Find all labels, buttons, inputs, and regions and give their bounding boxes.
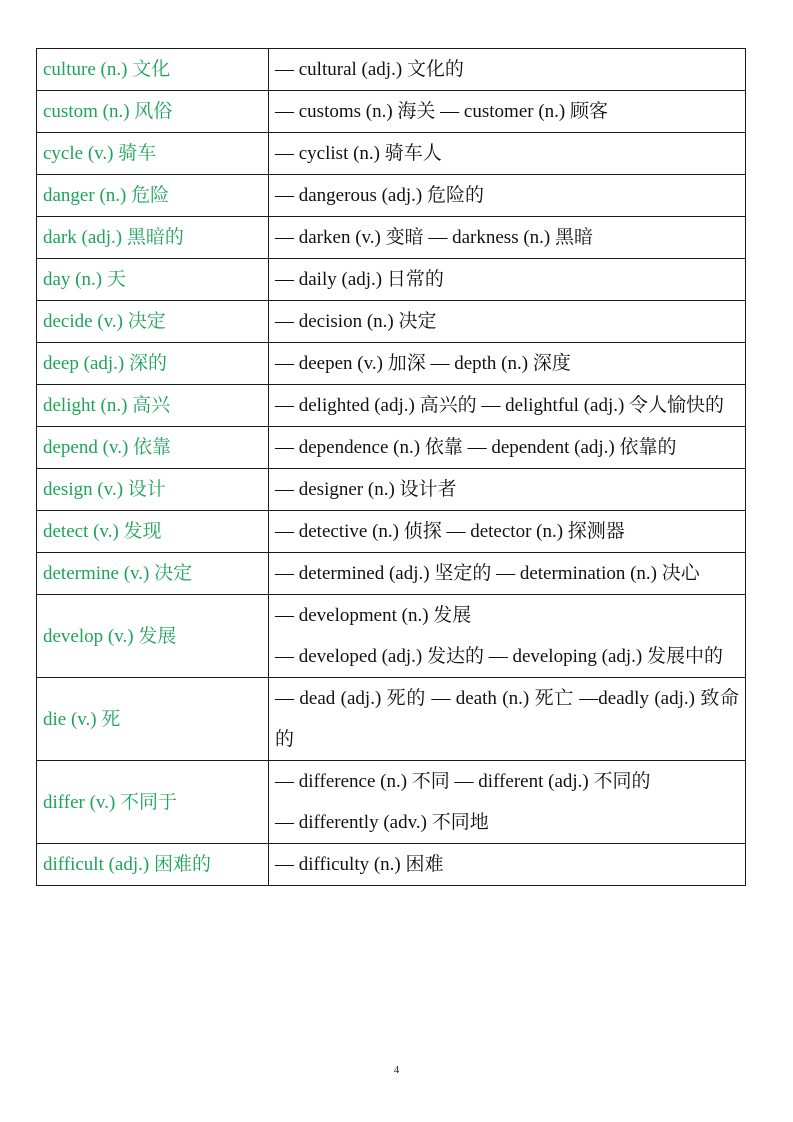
headword-cell: detect (v.) 发现 xyxy=(37,511,269,553)
derivative-line: — development (n.) 发展 xyxy=(275,605,472,626)
table-row xyxy=(37,259,746,301)
derivative-line: — difficulty (n.) 困难 xyxy=(275,854,444,875)
vocabulary-table-body xyxy=(37,49,746,886)
derivatives-cell xyxy=(269,844,746,886)
headword-cell: cycle (v.) 骑车 xyxy=(37,133,269,175)
derivative-line: — delighted (adj.) 高兴的 — delightful (adj.) 令人愉快的 xyxy=(275,395,725,416)
headword-cell: differ (v.) 不同于 xyxy=(37,761,269,844)
derivative-line: — difference (n.) 不同 — different (adj.) 不同的 xyxy=(275,771,651,792)
headword-cell: difficult (adj.) 困难的 xyxy=(37,844,269,886)
derivatives-cell xyxy=(269,385,746,427)
headword-cell: culture (n.) 文化 xyxy=(37,49,269,91)
table-row xyxy=(37,844,746,886)
derivatives-cell xyxy=(269,259,746,301)
derivatives-cell xyxy=(269,217,746,259)
table-row xyxy=(37,678,746,761)
derivatives-cell xyxy=(269,49,746,91)
table-row xyxy=(37,427,746,469)
headword-cell: delight (n.) 高兴 xyxy=(37,385,269,427)
derivative-line: — dead (adj.) 死的 — death (n.) 死亡 —deadly (adj.) 致命的 xyxy=(275,688,739,750)
table-row xyxy=(37,553,746,595)
derivatives-cell xyxy=(269,133,746,175)
page-number: 4 xyxy=(393,1064,400,1076)
table-row xyxy=(37,385,746,427)
derivatives-cell xyxy=(269,469,746,511)
table-row xyxy=(37,175,746,217)
derivative-line: — decision (n.) 决定 xyxy=(275,311,437,332)
derivative-line: — developed (adj.) 发达的 — developing (adj.) 发展中的 xyxy=(275,646,723,667)
table-row xyxy=(37,469,746,511)
derivative-line: — deepen (v.) 加深 — depth (n.) 深度 xyxy=(275,353,571,374)
table-row xyxy=(37,761,746,844)
table-row xyxy=(37,595,746,678)
derivative-line: — determined (adj.) 坚定的 — determination (n.) 决心 xyxy=(275,563,700,584)
table-row xyxy=(37,91,746,133)
table-row xyxy=(37,511,746,553)
table-row xyxy=(37,217,746,259)
derivative-line: — dependence (n.) 依靠 — dependent (adj.) 依靠的 xyxy=(275,437,677,458)
derivative-line: — customs (n.) 海关 — customer (n.) 顾客 xyxy=(275,101,608,122)
headword-cell: custom (n.) 风俗 xyxy=(37,91,269,133)
derivative-line: — cultural (adj.) 文化的 xyxy=(275,59,464,80)
headword-cell: design (v.) 设计 xyxy=(37,469,269,511)
vocabulary-table xyxy=(36,48,746,886)
derivatives-cell xyxy=(269,678,746,761)
table-row xyxy=(37,343,746,385)
headword-cell: deep (adj.) 深的 xyxy=(37,343,269,385)
headword-cell: develop (v.) 发展 xyxy=(37,595,269,678)
table-row xyxy=(37,301,746,343)
derivative-line: — cyclist (n.) 骑车人 xyxy=(275,143,442,164)
derivatives-cell xyxy=(269,761,746,844)
headword-cell: decide (v.) 决定 xyxy=(37,301,269,343)
derivative-line: — detective (n.) 侦探 — detector (n.) 探测器 xyxy=(275,521,625,542)
derivatives-cell xyxy=(269,343,746,385)
derivative-line: — darken (v.) 变暗 — darkness (n.) 黑暗 xyxy=(275,227,593,248)
derivatives-cell xyxy=(269,175,746,217)
table-row xyxy=(37,133,746,175)
derivatives-cell xyxy=(269,301,746,343)
derivative-line: — designer (n.) 设计者 xyxy=(275,479,457,500)
headword-cell: day (n.) 天 xyxy=(37,259,269,301)
derivatives-cell xyxy=(269,427,746,469)
derivative-line: — daily (adj.) 日常的 xyxy=(275,269,444,290)
headword-cell: determine (v.) 决定 xyxy=(37,553,269,595)
headword-cell: depend (v.) 依靠 xyxy=(37,427,269,469)
derivative-line: — dangerous (adj.) 危险的 xyxy=(275,185,484,206)
headword-cell: dark (adj.) 黑暗的 xyxy=(37,217,269,259)
derivatives-cell xyxy=(269,595,746,678)
headword-cell: die (v.) 死 xyxy=(37,678,269,761)
table-row xyxy=(37,49,746,91)
derivatives-cell xyxy=(269,511,746,553)
derivative-line: — differently (adv.) 不同地 xyxy=(275,812,489,833)
derivatives-cell xyxy=(269,553,746,595)
derivatives-cell xyxy=(269,91,746,133)
headword-cell: danger (n.) 危险 xyxy=(37,175,269,217)
